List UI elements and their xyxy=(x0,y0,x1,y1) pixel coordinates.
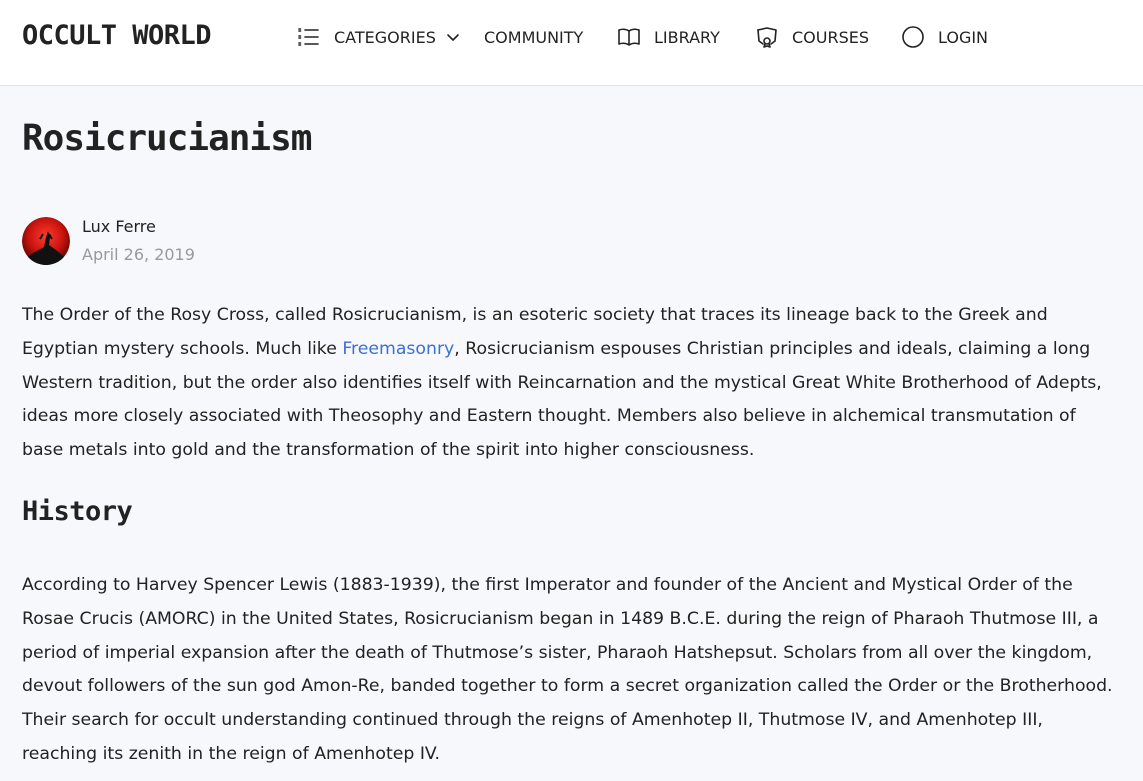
nav-community[interactable] xyxy=(484,24,583,50)
intro-text-end: , Rosicrucianism espouses Christian principles and ideals, claiming a long Western tradition, but the order also identifies itself with Reincarnation and the mystical Great White Brotherhood of Adepts, ideas more closely associated with Theosophy and Eastern thought. Members also believe in alchemical transmutation of base metals into gold and the transformation of the spirit into higher consciousness. xyxy=(22,338,1102,461)
site-logo[interactable]: OCCULT WORLD xyxy=(22,20,212,51)
freemasonry-link[interactable]: Freemasonry xyxy=(342,338,455,359)
nav-categories-label: CATEGORIES xyxy=(334,27,436,47)
avatar[interactable] xyxy=(22,217,70,265)
nav-courses[interactable] xyxy=(755,24,869,50)
author-name[interactable]: Lux Ferre xyxy=(82,217,156,236)
nav-login-label: LOGIN xyxy=(938,27,989,47)
intro-paragraph xyxy=(22,299,1122,468)
history-paragraph: According to Harvey Spencer Lewis (1883-1939), the first Imperator and founder of the Ancient and Mystical Order of the Rosae Crucis (AMORC) in the United States, Rosicrucianism began in 1489 B.C.E. during the reign of Pharaoh Thutmose III, a period of imperial expansion after the death of Thutmose’s sister, Pharaoh Hatshepsut. Scholars from all over the kingdom, devout followers of the sun god Amon-Re, banded together to form a secret organization called the Order or the Brotherhood. Their search for occult understanding continued through the reigns of Amenhotep II, Thutmose IV, and Amenhotep III, reaching its zenith in the reign of Amenhotep IV. xyxy=(22,575,1113,764)
nav-courses-label: COURSES xyxy=(792,27,870,47)
nav-community-label: COMMUNITY xyxy=(484,27,584,47)
user-circle-icon xyxy=(901,25,925,49)
page-title: Rosicrucianism xyxy=(22,118,312,159)
courses-icon xyxy=(755,25,779,49)
nav-library[interactable] xyxy=(617,24,720,50)
intro-text-start: The Order of the Rosy Cross, called Rosicrucianism, is an esoteric society that traces its lineage back to the Greek and Egyptian mystery schools. Much like xyxy=(22,305,1048,359)
post-date: April 26, 2019 xyxy=(82,245,195,264)
nav-categories[interactable] xyxy=(297,24,460,50)
nav-login[interactable] xyxy=(901,24,988,50)
list-icon xyxy=(297,25,321,49)
nav-library-label: LIBRARY xyxy=(654,27,720,47)
chevron-down-icon xyxy=(446,30,460,44)
open-book-icon xyxy=(617,25,641,49)
top-navigation-bar xyxy=(0,0,1143,86)
history-heading: History xyxy=(22,496,133,527)
